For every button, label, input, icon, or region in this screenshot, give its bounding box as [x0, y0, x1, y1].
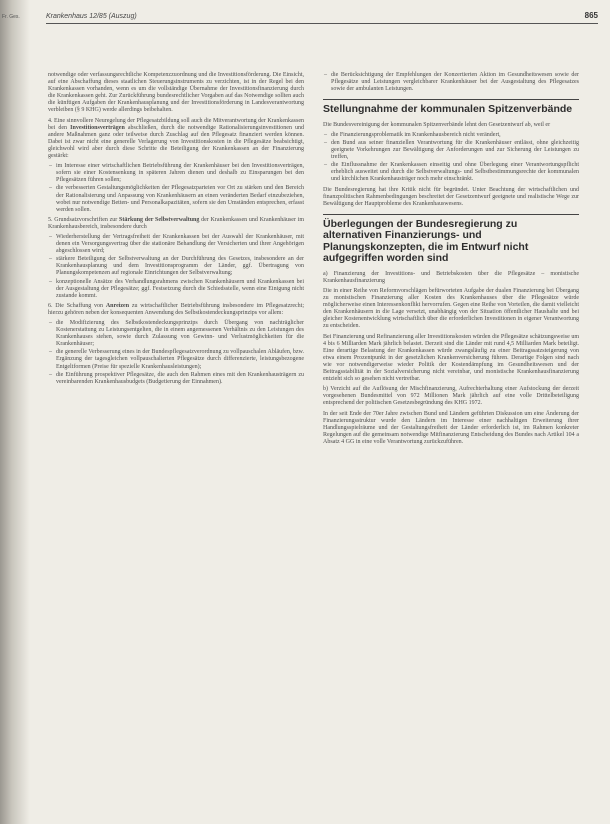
paragraph: In der seit Ende der 70er Jahre zwischen Bund und Ländern geführten Diskussion um eine Änderung der Finanzierungsstruktur wurde den Ländern im Interesse einer nachhaltigen Erweiterung ihrer Handlungsspielräume und der Gestaltungsfreiheit der Länder erforderlich ist, im Rahmen konkreter Regelungen auf die gemeinsam notwendige Mitfinanzierung Entscheidung des Bundes nach Artikel 104 a Absatz 4 GG in eine volle Verantwortung zurückzuführen. — [323, 410, 579, 445]
bullet-list — [323, 72, 579, 93]
paragraph — [48, 217, 304, 231]
list-item: – die verbesserten Gestaltungsmöglichkeiten der Pflegesatzparteien vor Ort zu stärken und den Bereich der Rationalisierung und Anpassung von Krankenhäusern an einen veränderten Bedarf einzubeziehen, wobei nur notwendige Betten- und Personalkapazitäten, sofern sie den Umständen entsprechen, erfasst werden sollen. — [56, 185, 304, 213]
keyword: Anreizen — [105, 302, 130, 309]
section-rule — [323, 214, 579, 215]
paragraph-text: der Krankenkassen und Krankenhäuser im Krankenhausbereich, insbesondere durch — [48, 216, 305, 230]
list-item: – im Interesse einer wirtschaftlichen Betriebsführung der Krankenhäuser bei den Investitionsverträgen, sofern sie einer Kostensenkung in späteren Jahren dienen und deshalb zu Einsparungen bei den Pflegesätzen führen sollen; — [56, 163, 304, 184]
keyword: Stärkung der Selbstverwaltung — [119, 216, 200, 223]
paragraph: Die Bundesvereinigung der kommunalen Spitzenverbände lehnt den Gesetzentwurf ab, weil er — [323, 121, 551, 128]
paragraph: b) Verzicht auf die Auflösung der Mischfinanzierung, Aufrechterhaltung einer Aufstockung der derzeit vorgesehenen Bundesmittel von 972 Millionen Mark jährlich auf eine volle Drittelbeteiligung entsprechend der politischen Gesetzesbegründung des KHG 1972. — [323, 386, 579, 407]
list-item: – Wiederherstellung der Vertragsfreiheit der Krankenkassen bei der Auswahl der Krankenhäuser, mit denen ein Versorgungsvertrag über die stationäre Behandlung der Versicherten und ihrer Angehörigen abgeschlossen wird; — [56, 234, 304, 255]
list-item: – stärkere Beteiligung der Selbstverwaltung an der Durchführung des Gesetzes, insbesondere an der Krankenhausplanung und dem Investitionsprogramm der Länder, ggf. Übertragung von Planungskompetenzen auf regionale Einrichtungen der Selbstverwaltung; — [56, 256, 304, 277]
journal-title: Krankenhaus 12/85 (Auszug) — [46, 13, 137, 20]
bullet-list — [48, 234, 304, 300]
list-item: – die Berücksichtigung der Empfehlungen der Konzertierten Aktion im Gesundheitswesen sowie der Pflegesätze und Leistungen vergleichbarer Krankenhäuser bei der Ausgestaltung des Pflegesatzes sowie der ambulanten Leistungen. — [331, 72, 579, 93]
paragraph-text: 4. Eine sinnvollere Neuregelung der Pflegesatzbildung soll auch die Mitverantwortung der Krankenkassen bei den — [48, 117, 304, 131]
paragraph: Die in einer Reihe von Reformvorschlägen befürworteten Aufgabe der dualen Finanzierung bei Übergang zu monistischen Finanzierung aller Kosten des Krankenhauses über die Pflegesätze würde möglicherweise einen Interessenkonflikt hervorrufen. Gegen eine Reihe von Vorteilen, die damit vielleicht den Krankenhäusern in die Lage versetzt, unabhängig von der Situation öffentlicher Haushalte und bei gleicher Kostenentwicklung wirtschaftlich über die erforderlichen Investitionen in eigener Verantwortung zu entscheiden. — [323, 288, 579, 330]
list-item: – die Einflussnahme der Krankenkassen einseitig und ohne Überlegung einer Verantwortungspflicht erheblich ausweitet und durch die Selbstverwaltungs- und Selbstbestimmungsrechte der kommunalen und kirchlichen Krankenhausträger noch mehr einschränkt. — [331, 162, 579, 183]
bullet-list — [48, 320, 304, 386]
bullet-list — [48, 163, 304, 214]
keyword: Investitionsverträgen — [70, 124, 125, 131]
margin-marks: Fr. Ges. — [2, 14, 20, 20]
list-item: – die Einführung prospektiver Pflegesätze, die auch den Rahmen eines mit den Krankenhausträgern zu vereinbarenden Krankenhausbudgets (Budgetierung der Einnahmen). — [56, 372, 304, 386]
paragraph-text: abschließen, durch die notwendige Rationalisierungsinvestitionen und andere Maßnahmen ganz oder teilweise durch Zuschlag auf den Pflegesatz finanziert werden können. Dabei ist zwar nicht eine generelle Verlagerung von Investitionskosten in die Pflegesätze beabsichtigt, gleichwohl wird aber durch diese Schritte die Beteiligung der Krankenkassen an der Finanzierung gestärkt: — [48, 124, 305, 160]
running-header — [46, 11, 598, 24]
list-item: – die Finanzierungsproblematik im Krankenhausbereich nicht verändert, — [331, 132, 579, 139]
paragraph-text: 6. Die Schaffung von — [48, 302, 104, 309]
section-heading: Stellungnahme der kommunalen Spitzenverbände — [323, 103, 573, 116]
list-item: – konzeptionelle Ansätze des Verhandlungsrahmens zwischen Krankenhäusern und Krankenkassen bei der Ausgestaltung der Pflegesätze; ggf. Festsetzung durch die Schiedsstelle, wenn eine Einigung nicht zustande kommt. — [56, 279, 304, 300]
list-item: – die generelle Verbesserung eines in der Bundespflegesatzverordnung zu vollpauschalen Abläufen, bzw. Ergänzung der tagesgleichen vollpauschalierten Pflegesätze durch differenzierte, leistungsbezogene Entgeltformen (Preise für spezielle Krankenhausleistungen); — [56, 349, 304, 370]
left-column — [48, 72, 304, 389]
list-item: – den Bund aus seiner finanziellen Verantwortung für die Krankenhäuser entlässt, ohne gleichzeitig geeignete Vorkehrungen zur Bewältigung der Anforderungen und zur Sicherung der Leistungen zu treffen, — [331, 140, 579, 161]
paragraph: notwendige oder verfassungsrechtliche Kompetenzzuordnung und die Investitionsförderung. Die Einsicht, auf eine Abschaffung dieses staatlichen Steuerungsinstruments zu verzichten, ist in der Regel bei den Krankenkassen vorhanden, wenn es um die vollständige Übernahme der Investitionsfinanzierung durch die Krankenkassen geht. Zur Zurückführung bundesrechtlicher Vorgaben auf das Notwendige sollten auch die künftigen Aufgaben der Krankenhausplanung und der Investitionsförderung in Landesverantwortung verbleiben (§ 9 KHG) werde allerdings beibehalten. — [48, 72, 304, 114]
paragraph — [48, 303, 304, 317]
paragraph: Bei Finanzierung und Refinanzierung aller Investitionskosten würden die Pflegesätze schätzungsweise um 4 bis 6 Milliarden Mark jährlich belastet. Derzeit sind die Länder mit rund 4,5 Milliarden Mark beteiligt. Eine derartige Belastung der Krankenkassen würde zwangsläufig zu einer Beitragssatzsteigerung von etwa einem Prozentpunkt in der gesetzlichen Krankenversicherung führen. Derartige Folgen sind nach wie vor notwendigerweise wieder Politik der Kostendämpfung im Gesundheitswesen und der Beitragsstabilität in der Sozialversicherung nicht vereinbar, und monistische Krankenhausfinanzierung entzieht sich so gesehen nicht vertretbar. — [323, 333, 579, 383]
section-heading: Überlegungen der Bundesregierung zu alternativen Finanzierungs- und Planungskonzepten, die im Entwurf nicht aufgegriffen worden sind — [323, 217, 529, 265]
paragraph: a) Finanzierung der Investitions- und Betriebskosten über die Pflegesätze – monistische Krankenhausfinanzierung — [323, 270, 579, 284]
paragraph: Die Bundesregierung hat ihre Kritik nicht für begründet. Unter Beachtung der wirtschaftlichen und finanzpolitischen Rahmenbedingungen beschreitet der Gesetzentwurf geeignete und realistische Wege zur Bewältigung der Hauptprobleme des Krankenhauswesens. — [323, 186, 579, 207]
section-rule — [323, 99, 579, 100]
bullet-list — [323, 132, 579, 184]
right-column — [323, 72, 579, 449]
binding-edge-shadow — [0, 0, 30, 824]
paragraph — [48, 118, 304, 161]
paragraph-text: 5. Grundsatzvorschriften zur — [48, 216, 118, 223]
list-item: – die Modifizierung des Selbstkostendeckungsprinzips durch Übergang von nachträglicher Kostenerstattung zu Leistungsentgelten, die in einem angemessenen Verhältnis zu den Leistungen des Krankenhauses stehen, sowie durch Zulassung von Gewinn- und Verlustmöglichkeiten für die Krankenhäuser; — [56, 320, 304, 348]
page-number: 865 — [584, 11, 598, 20]
paragraph-text: zu wirtschaftlicher Betriebsführung insbesondere im Pflegesatzrecht; hierzu gehören neben der konsequenten Anwendung des Selbstkostendeckungsprinzips vor allem: — [48, 302, 305, 316]
